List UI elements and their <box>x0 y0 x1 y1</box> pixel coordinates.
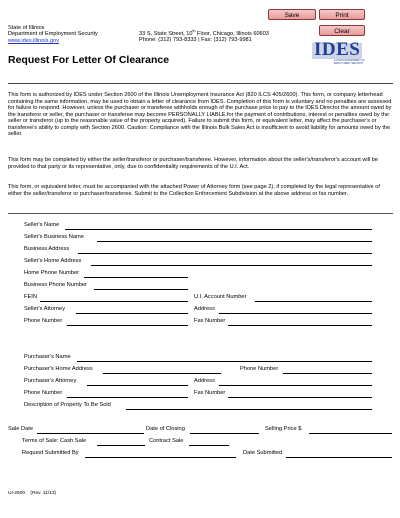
seller-home-address-field[interactable] <box>91 265 372 266</box>
date-of-closing-label: Date of Closing <box>146 426 185 432</box>
purchaser-home-address-field[interactable] <box>103 373 221 374</box>
property-description-label: Description of Property To Be Sold <box>24 402 111 408</box>
date-submitted-label: Date Submitted <box>243 450 283 456</box>
purchaser-attorney-label: Purchaser's Attorney <box>24 378 77 384</box>
date-of-closing-field[interactable] <box>190 433 259 434</box>
logo-tagline: ILLINOIS DEPARTMENT OF EMPLOYMENT SECURITY <box>334 59 365 65</box>
cash-sale-label: Terms of Sale: Cash Sale <box>22 438 87 444</box>
contract-sale-field[interactable] <box>189 445 229 446</box>
ides-logo <box>311 40 363 68</box>
purchaser-phone-right-field[interactable] <box>283 373 372 374</box>
sale-date-label: Sale Date <box>8 426 33 432</box>
business-phone-field[interactable] <box>94 289 188 290</box>
home-phone-field[interactable] <box>84 277 188 278</box>
ui-account-field[interactable] <box>255 301 372 302</box>
business-phone-label: Business Phone Number <box>24 282 87 288</box>
seller-name-label: Seller's Name <box>24 222 60 228</box>
street-address: 33 S. State Street, 10th Floor, Chicago, Illinois 60603 <box>139 29 269 37</box>
seller-attorney-field[interactable] <box>76 313 188 314</box>
save-button[interactable]: Save <box>268 9 316 20</box>
purchaser-attorney-field[interactable] <box>87 385 188 386</box>
page-title: Request For Letter Of Clearance <box>8 54 170 66</box>
seller-fax-label: Fax Number <box>194 318 226 324</box>
print-button[interactable]: Print <box>319 9 365 20</box>
requested-by-label: Request Submitted By <box>22 450 79 456</box>
purchaser-attorney-address-field[interactable] <box>219 385 372 386</box>
fein-field[interactable] <box>40 301 188 302</box>
seller-phone-field[interactable] <box>67 325 188 326</box>
clear-button[interactable]: Clear <box>319 25 365 36</box>
title-divider <box>8 83 393 84</box>
seller-phone-label: Phone Number <box>24 318 63 324</box>
logo-letters: IDES <box>314 39 361 60</box>
contract-sale-label: Contract Sale <box>149 438 184 444</box>
agency-block <box>8 25 98 44</box>
selling-price-field[interactable] <box>309 433 392 434</box>
intro-paragraph: This form is authorized by IDES under Section 2600 of the Illinois Unemployment Insurance Act (820 ILCS 405/2600). This form, or company letterhead containing the same information, may be used to obtain a letter of clearance from IDES. Completion of this form is voluntary and no penalties are assessed for failure to respond. However, unless the purchaser or transferee withholds enough of the purchase price to pay to the IDES Director the amount owed by the transferor or seller, the purchaser or transferee may become PERSONALLY LIABLE for the payment of contributions, interest or penalties owed by the seller or transferor (up to the reasonable value of the property acquired). Failure to submit this form, or equivalent letter, may affect the purchaser's or transferee's ability to comply with Section 2600. Caution: Compliance with the Illinois Bulk Sales Act is insufficient to avoid liability for amounts owed by the seller. <box>8 92 392 138</box>
website-link[interactable]: www.ides.illinois.gov <box>8 37 59 44</box>
seller-name-field[interactable] <box>65 229 372 230</box>
business-address-label: Business Address <box>24 246 70 252</box>
purchaser-fax-field[interactable] <box>228 397 372 398</box>
seller-attorney-label: Seller's Attorney <box>24 306 65 312</box>
seller-business-name-label: Seller's Business Name <box>24 234 84 240</box>
purchaser-fax-label: Fax Number <box>194 390 226 396</box>
completion-paragraph: This form may be completed by either the seller/transferor or purchaser/transferee. However, information about the seller's/transferor's account will be provided to that party or its representative, only, due to confidentiality requirements of the U.I. Act. <box>8 157 378 170</box>
attorney-paragraph: This form, or equivalent letter, must be accompanied with the attached Power of Attorney form (see page 2), if completed by the legal representative of either the seller/transferor or purchaser/transferee. Submit to the Collection Enforcement Subdivision at the above address or fax number. <box>8 184 380 197</box>
purchaser-name-label: Purchaser's Name <box>24 354 71 360</box>
seller-attorney-address-label: Address <box>194 306 215 312</box>
department-name: Department of Employment Security <box>8 31 98 38</box>
state-name: State of Illinois <box>8 25 45 31</box>
business-address-field[interactable] <box>78 253 372 254</box>
purchaser-home-address-label: Purchaser's Home Address <box>24 366 93 372</box>
phone-fax: Phone: (312) 793-8333 | Fax: (312) 793-9981 <box>139 37 252 44</box>
purchaser-phone-field[interactable] <box>67 397 188 398</box>
selling-price-label: Selling Price $ <box>265 426 302 432</box>
purchaser-phone-right-label: Phone Number <box>240 366 279 372</box>
purchaser-attorney-address-label: Address <box>194 378 215 384</box>
seller-attorney-address-field[interactable] <box>219 313 372 314</box>
requested-by-field[interactable] <box>85 457 236 458</box>
seller-fax-field[interactable] <box>228 325 372 326</box>
seller-home-address-label: Seller's Home Address <box>24 258 82 264</box>
sale-date-field[interactable] <box>37 433 144 434</box>
contact-block <box>139 31 269 44</box>
date-submitted-field[interactable] <box>286 457 392 458</box>
home-phone-label: Home Phone Number <box>24 270 80 276</box>
fein-label: FEIN <box>24 294 37 300</box>
purchaser-name-field[interactable] <box>77 361 372 362</box>
purchaser-phone-label: Phone Number <box>24 390 63 396</box>
cash-sale-field[interactable] <box>97 445 145 446</box>
section-divider <box>8 213 393 214</box>
property-description-field[interactable] <box>126 409 372 410</box>
ui-account-label: U.I. Account Number <box>194 294 247 300</box>
form-number: UI-2600 (Rev. 11/13) <box>8 491 57 496</box>
seller-business-name-field[interactable] <box>97 241 372 242</box>
